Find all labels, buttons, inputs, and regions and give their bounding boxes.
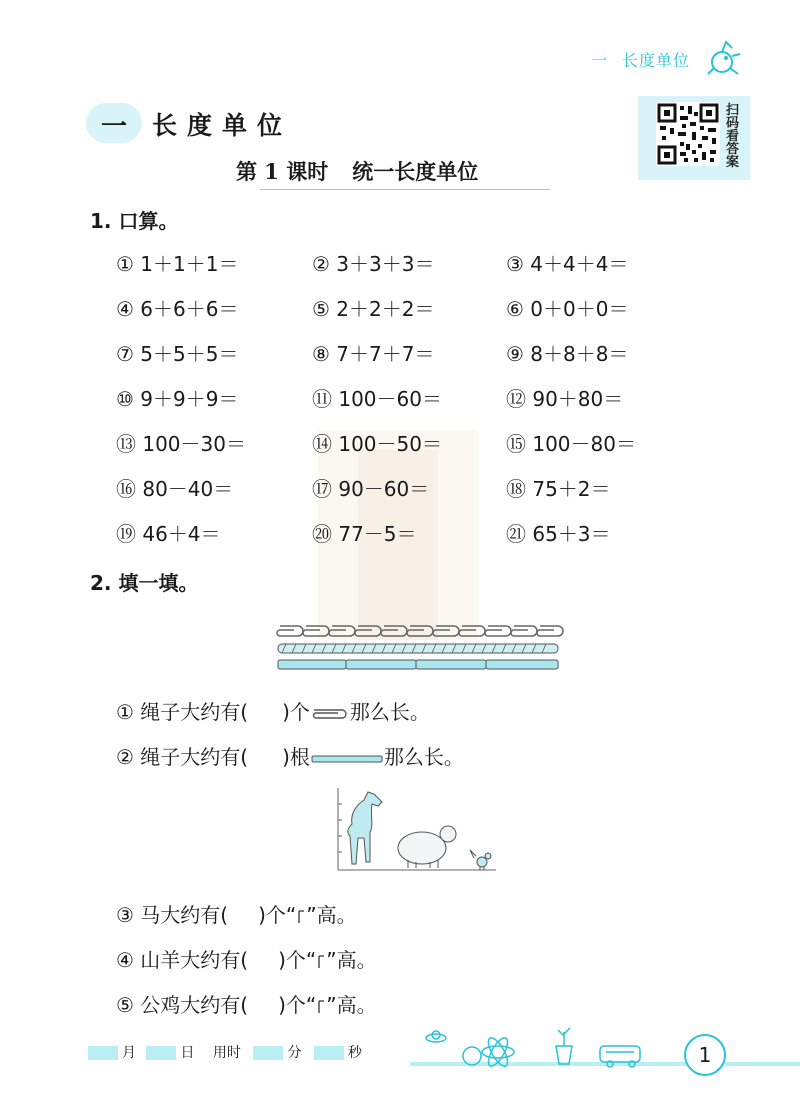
day-label: 日 (180, 1045, 195, 1061)
problem-8: ⑧ 7＋7＋7＝ (312, 342, 435, 366)
lesson-name: 统一长度单位 (352, 159, 479, 184)
problem-16: ⑯ 80－40＝ (116, 477, 234, 501)
problem-2: ② 3＋3＋3＝ (312, 252, 435, 276)
animal-height-figure (330, 786, 498, 872)
problem-1: ① 1＋1＋1＝ (116, 252, 239, 276)
problem-13: ⑬ 100－30＝ (116, 432, 246, 456)
question-1-title: 1. 口算。 (90, 209, 179, 233)
problem-7: ⑦ 5＋5＋5＝ (116, 342, 239, 366)
ufo-icon (426, 1034, 446, 1042)
ruler-mark-icon (316, 999, 326, 1015)
problem-6: ⑥ 0＋0＋0＝ (506, 297, 629, 321)
sentence-3-suffix: ”高。 (306, 903, 357, 927)
running-header (591, 48, 690, 71)
sentence-5-suffix: ”高。 (326, 993, 377, 1017)
month-box[interactable] (88, 1046, 118, 1060)
problem-3: ③ 4＋4＋4＝ (506, 252, 629, 276)
straw-icon (311, 753, 383, 765)
second-box[interactable] (314, 1046, 344, 1060)
question-2-title: 2. 填一填。 (90, 571, 199, 595)
problem-20: ⑳ 77－5＝ (312, 522, 417, 546)
running-header-title: 长度单位 (621, 51, 690, 70)
sentence-1-suffix: 那么长。 (349, 700, 430, 724)
fill-sentence-4 (116, 944, 377, 973)
day-box[interactable] (146, 1046, 176, 1060)
time-used-label: 用时 (212, 1045, 241, 1061)
fill-sentence-2 (116, 741, 464, 770)
sentence-3-prefix: ③ 马大约有( (116, 903, 229, 927)
goat-shape (398, 826, 456, 868)
sentence-1-middle: )个 (282, 700, 310, 724)
sentence-4-middle: )个“ (278, 948, 317, 972)
straw-row (278, 660, 558, 669)
mascot-icon (704, 38, 744, 78)
problem-15: ⑮ 100－80＝ (506, 432, 636, 456)
fill-sentence-5 (116, 989, 377, 1018)
study-log (88, 1042, 362, 1066)
running-header-dash: 一 (590, 51, 608, 70)
problem-21: ㉑ 65＋3＝ (506, 522, 611, 546)
lesson-underline (260, 189, 550, 190)
page-number: 1 (684, 1034, 726, 1076)
lesson-period: 第 1 课时 (236, 159, 329, 184)
sentence-2-prefix: ② 绳子大约有( (116, 745, 249, 769)
problem-18: ⑱ 75＋2＝ (506, 477, 611, 501)
lesson-title (236, 156, 478, 186)
sentence-2-middle: )根 (282, 745, 310, 769)
problem-5: ⑤ 2＋2＋2＝ (312, 297, 435, 321)
rope-shape (278, 644, 558, 653)
rooster-shape (470, 850, 491, 870)
sentence-4-suffix: ”高。 (326, 948, 377, 972)
sentence-5-prefix: ⑤ 公鸡大约有( (116, 993, 249, 1017)
sentence-2-suffix: 那么长。 (383, 745, 464, 769)
problem-19: ⑲ 46＋4＝ (116, 522, 221, 546)
sentence-3-middle: )个“ (258, 903, 297, 927)
chapter-title: 长度单位 (152, 111, 293, 140)
globe-icon (463, 1047, 481, 1065)
problem-12: ⑫ 90＋80＝ (506, 387, 624, 411)
paperclip-row (277, 626, 563, 636)
footer-decoration (420, 1022, 670, 1070)
fill-sentence-1 (116, 696, 430, 725)
problem-9: ⑨ 8＋8＋8＝ (506, 342, 629, 366)
problem-4: ④ 6＋6＋6＝ (116, 297, 239, 321)
month-label: 月 (122, 1045, 136, 1061)
minute-box[interactable] (253, 1046, 283, 1060)
plant-pot-icon (556, 1046, 572, 1064)
horse-shape (348, 792, 382, 864)
problem-14: ⑭ 100－50＝ (312, 432, 442, 456)
minute-label: 分 (287, 1045, 302, 1061)
problem-17: ⑰ 90－60＝ (312, 477, 430, 501)
ruler-mark-icon (296, 909, 306, 925)
qr-label: 扫码看答案 (726, 103, 740, 170)
sentence-5-middle: )个“ (278, 993, 317, 1017)
ruler-mark-icon (316, 954, 326, 970)
second-label: 秒 (347, 1045, 362, 1061)
qr-code-icon[interactable] (656, 102, 720, 166)
problem-10: ⑩ 9＋9＋9＝ (116, 387, 239, 411)
chapter-number: 一 (100, 112, 127, 142)
bus-icon (600, 1046, 640, 1062)
header-strip (0, 0, 800, 84)
sentence-4-prefix: ④ 山羊大约有( (116, 948, 249, 972)
problem-11: ⑪ 100－60＝ (312, 387, 442, 411)
paperclip-icon (311, 707, 349, 721)
atom-icon (482, 1046, 514, 1058)
rope-comparison-figure (272, 618, 564, 674)
fill-sentence-3 (116, 899, 357, 928)
sentence-1-prefix: ① 绳子大约有( (116, 700, 249, 724)
